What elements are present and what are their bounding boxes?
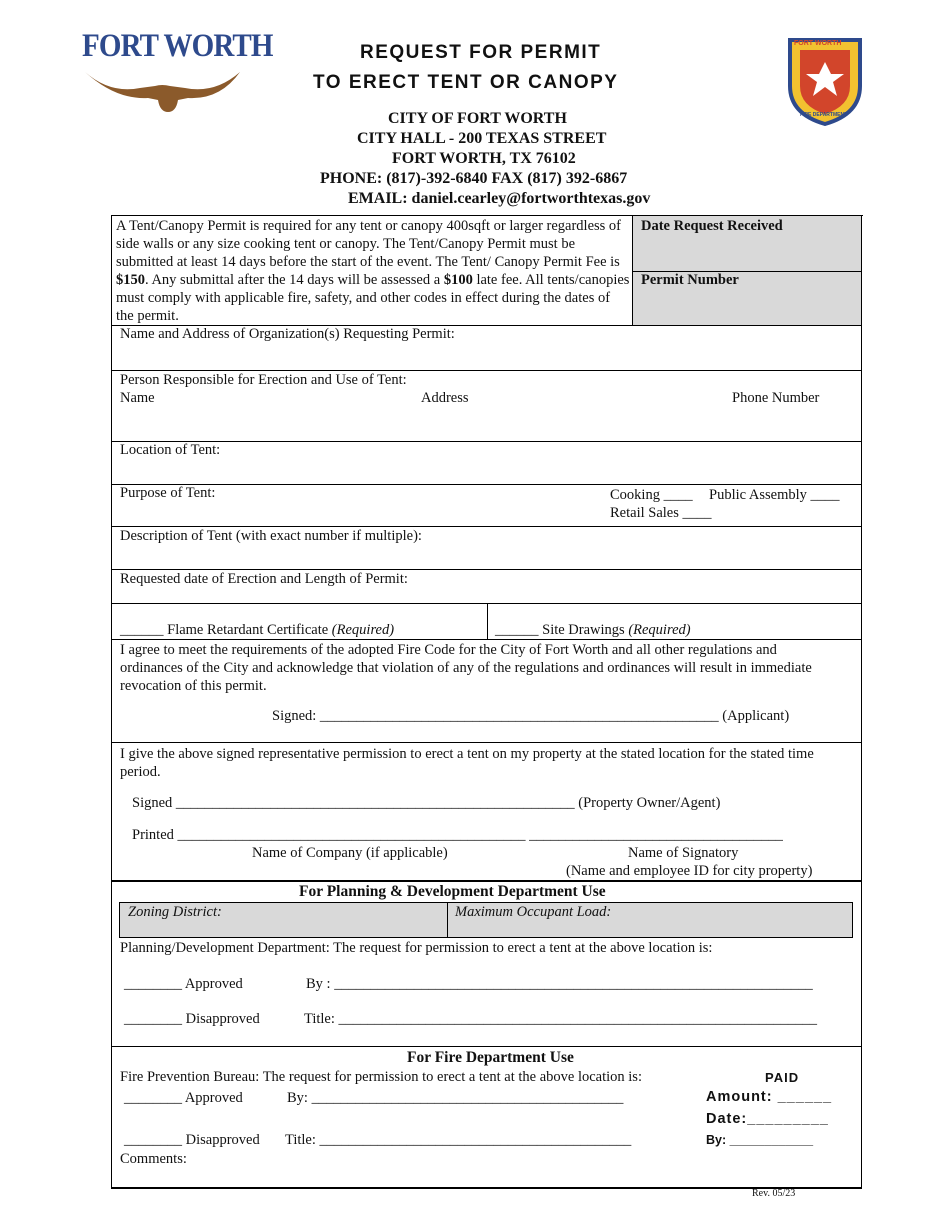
fire-title-line[interactable]: Title: ___________________________________________ [285,1132,632,1148]
responsible-person-field[interactable] [118,410,856,436]
signatory-note: (Name and employee ID for city property) [566,863,813,879]
fire-by-line[interactable]: By: ___________________________________________ [287,1090,624,1106]
longhorn-icon [80,64,245,114]
retail-sales-option[interactable]: Retail Sales ____ [610,505,712,521]
planning-statement: Planning/Development Department: The request for permission to erect a tent at the above location is: [120,940,713,956]
fire-disapproved[interactable]: ________ Disapproved [124,1132,260,1148]
date-request-received-label: Date Request Received [641,218,783,234]
comments-field[interactable] [192,1152,852,1182]
amount-line[interactable]: Amount: ______ [706,1089,833,1105]
date-request-received-field[interactable] [640,240,856,266]
description-field[interactable] [118,546,856,566]
company-name-label: Name of Company (if applicable) [252,845,448,861]
fire-department-badge [786,36,864,126]
contact-phone: PHONE: (817)-392-6840 FAX (817) 392-6867 [320,170,628,187]
permit-number-field[interactable] [640,292,856,320]
fire-section-heading: For Fire Department Use [407,1049,574,1066]
flame-retardant-item[interactable]: ______ Flame Retardant Certificate (Required) [120,622,395,638]
revision-note: Rev. 05/23 [752,1188,796,1199]
city-name: CITY OF FORT WORTH [388,110,567,127]
cooking-option[interactable]: Cooking ____ [610,487,693,503]
organization-field[interactable] [118,345,856,367]
address-label: Address [421,390,469,406]
city-logo [80,28,273,114]
printed-name-line[interactable]: Printed ________________________________________________ ___________________________________ [132,827,783,843]
paid-by-line[interactable]: By: ____________ [706,1133,814,1147]
applicant-signature-line[interactable]: Signed: _______________________________________________________ (Applicant) [272,708,790,724]
zoning-district-label: Zoning District: [128,904,222,920]
form-title-line1: REQUEST FOR PERMIT [360,42,602,63]
phone-number-label: Phone Number [732,390,820,406]
form-title-line2: TO ERECT TENT OR CANOPY [313,72,619,93]
owner-permission-text: I give the above signed representative permission to erect a tent on my property at the stated location for the stated time period. [120,746,814,780]
late-fee: $100 [443,272,473,288]
permit-number-label: Permit Number [641,272,739,288]
owner-signature-line[interactable]: Signed _______________________________________________________ (Property Owner/Agent) [132,795,721,811]
erection-date-label: Requested date of Erection and Length of Permit: [120,571,408,587]
location-field[interactable] [240,460,856,480]
signatory-name-label: Name of Signatory [628,845,739,861]
description-label: Description of Tent (with exact number if multiple): [120,528,422,544]
contact-email: EMAIL: daniel.cearley@fortworthtexas.gov [348,190,651,207]
agreement-text: I agree to meet the requirements of the adopted Fire Code for the City of Fort Worth and all other regulations and ordinances of the City and acknowledge that violation of any of the regulations and ordinances will result in immediate revocation of this permit. [120,642,812,694]
location-label: Location of Tent: [120,442,221,458]
fire-statement: Fire Prevention Bureau: The request for permission to erect a tent at the above location is: [120,1069,642,1085]
badge-text-bottom: FIRE DEPARTMENT [800,112,848,118]
planning-disapproved[interactable]: ________ Disapproved [124,1011,260,1027]
organization-label: Name and Address of Organization(s) Requesting Permit: [120,326,455,342]
name-label: Name [120,390,155,406]
purpose-label: Purpose of Tent: [120,485,216,501]
public-assembly-option[interactable]: Public Assembly ____ [709,487,840,503]
comments-label: Comments: [120,1151,187,1167]
city-logo-text: FORT WORTH [82,28,273,64]
paid-label: PAID [765,1070,800,1085]
max-occupant-load-label: Maximum Occupant Load: [455,904,612,920]
planning-title-line[interactable]: Title: __________________________________________________________________ [304,1011,818,1027]
city-address-1: CITY HALL - 200 TEXAS STREET [357,130,607,147]
planning-by-line[interactable]: By : __________________________________________________________________ [306,976,813,992]
erection-date-field[interactable] [440,572,856,598]
site-drawings-item[interactable]: ______ Site Drawings (Required) [495,622,691,638]
fire-approved[interactable]: ________ Approved [124,1090,243,1106]
planning-section-heading: For Planning & Development Department Use [299,883,606,900]
planning-approved[interactable]: ________ Approved [124,976,243,992]
permit-requirements-text: A Tent/Canopy Permit is required for any tent or canopy 400sqft or larger regardless of side walls or any size cooking tent or canopy. The Tent/Canopy Permit must be submitted at least 14 days before the start of the event. The Tent/ Canopy Permit Fee is $150. Any submittal after the 14 days will be assessed a $100 late fee. All tents/canopies must comply with applicable fire, safety, and other codes in effect during the dates of the permit. [116,218,630,324]
permit-fee: $150 [116,272,145,288]
responsible-person-label: Person Responsible for Erection and Use of Tent: [120,372,407,388]
paid-date-line[interactable]: Date:_________ [706,1111,829,1127]
city-address-2: FORT WORTH, TX 76102 [392,150,576,167]
badge-text-top: FORT WORTH [794,40,842,47]
